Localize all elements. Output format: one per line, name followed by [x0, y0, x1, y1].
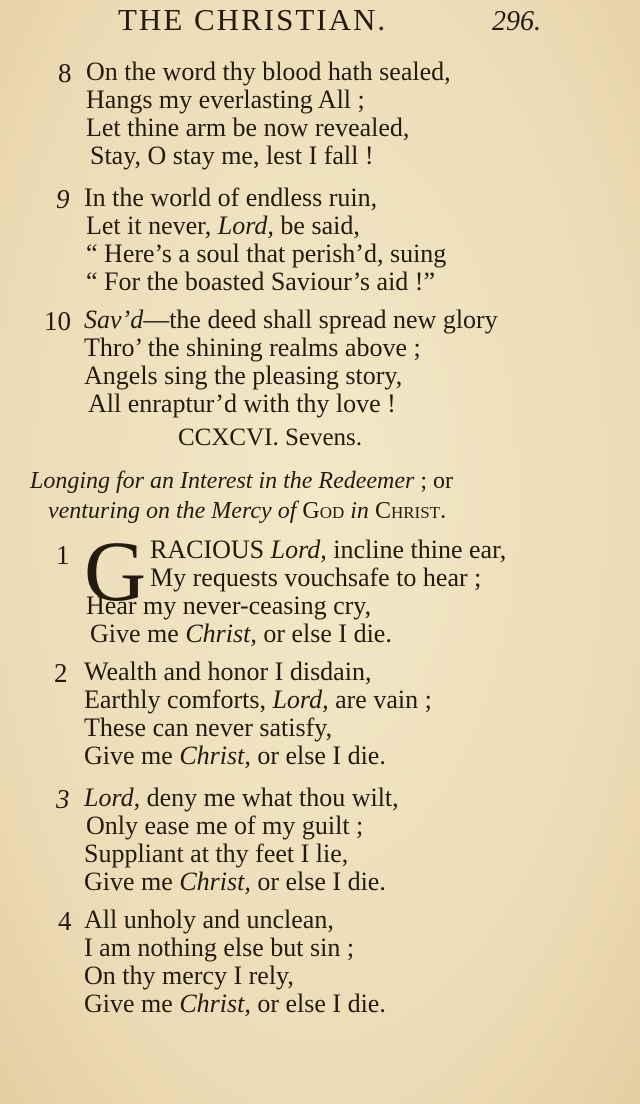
verse-italic: Lord,	[217, 211, 274, 240]
verse-line: Stay, O stay me, lest I fall !	[90, 141, 374, 170]
verse-line	[150, 536, 506, 564]
verse-italic: Christ,	[179, 989, 251, 1018]
stanza-number: 10	[44, 306, 71, 336]
verse-text: RACIOUS	[150, 535, 271, 564]
drop-cap: G	[84, 523, 147, 619]
page-number: 296.	[492, 6, 541, 37]
verse-italic: Lord,	[270, 535, 327, 564]
subtitle-text: in	[344, 498, 375, 524]
verse-italic: Christ,	[179, 867, 251, 896]
verse-line: Suppliant at thy feet I lie,	[84, 839, 349, 868]
verse-text: —the deed shall spread new glory	[143, 305, 498, 334]
verse-line: Hear my never-ceasing cry,	[86, 591, 372, 620]
subtitle-text: .	[440, 498, 447, 524]
verse-text: Give me	[84, 989, 180, 1018]
verse-italic: Lord,	[84, 783, 141, 812]
hymn-subtitle-line-2	[48, 498, 446, 525]
verse-text: Let it never,	[86, 211, 218, 240]
verse-line	[90, 620, 392, 648]
stanza-number: 8	[58, 58, 72, 88]
verse-text: be said,	[273, 211, 360, 240]
verse-text: or else I die.	[256, 619, 392, 648]
verse-line: These can never satisfy,	[84, 713, 333, 742]
verse-text: or else I die.	[250, 867, 386, 896]
verse-text: Give me	[84, 741, 180, 770]
verse-line: All enraptur’d with thy love !	[88, 389, 396, 418]
stanza-number: 1	[56, 540, 70, 570]
verse-line: “ For the boasted Saviour’s aid !”	[86, 267, 435, 296]
subtitle-smallcaps: God	[302, 498, 345, 524]
stanza-number: 4	[58, 906, 72, 936]
verse-line: Thro’ the shining realms above ;	[84, 333, 421, 362]
subtitle-text: Longing for an Interest in the Redeemer	[30, 468, 415, 494]
verse-line: Only ease me of my guilt ;	[86, 811, 364, 840]
verse-line: On thy mercy I rely,	[84, 961, 294, 990]
verse-line: In the world of endless ruin,	[84, 183, 378, 212]
verse-italic: Christ,	[185, 619, 257, 648]
subtitle-text: ; or	[414, 468, 454, 494]
hymn-subtitle-line-1	[30, 468, 453, 495]
verse-line: Angels sing the pleasing story,	[84, 361, 403, 390]
verse-line	[84, 990, 386, 1018]
verse-line: Hangs my everlasting All ;	[86, 85, 365, 114]
stanza-number: 3	[56, 784, 70, 814]
verse-italic: Lord,	[272, 685, 329, 714]
verse-text: incline thine ear,	[326, 535, 507, 564]
verse-line	[84, 784, 399, 812]
page-header	[0, 2, 640, 42]
verse-line	[84, 868, 386, 896]
verse-line: All unholy and unclean,	[84, 905, 334, 934]
verse-italic: Sav’d	[84, 305, 144, 334]
verse-line: My requests vouchsafe to hear ;	[150, 563, 482, 592]
running-title: THE CHRISTIAN.	[118, 2, 388, 37]
verse-line	[84, 306, 498, 334]
verse-line: “ Here’s a soul that perish’d, suing	[86, 239, 447, 268]
verse-line	[86, 212, 360, 240]
verse-line: Wealth and honor I disdain,	[84, 657, 372, 686]
stanza-number: 9	[56, 184, 70, 214]
verse-text: or else I die.	[250, 989, 386, 1018]
verse-line: On the word thy blood hath sealed,	[86, 57, 451, 86]
verse-text: Give me	[84, 867, 180, 896]
subtitle-smallcaps: Christ	[374, 498, 441, 524]
verse-text: Earthly comforts,	[84, 685, 273, 714]
verse-text: are vain ;	[328, 685, 432, 714]
verse-italic: Christ,	[179, 741, 251, 770]
verse-text: or else I die.	[250, 741, 386, 770]
hymn-title: CCXCVI. Sevens.	[178, 424, 363, 451]
verse-line	[84, 686, 432, 714]
stanza-number: 2	[54, 658, 68, 688]
verse-line: I am nothing else but sin ;	[84, 933, 355, 962]
verse-line: Let thine arm be now revealed,	[86, 113, 410, 142]
verse-text: deny me what thou wilt,	[140, 783, 399, 812]
subtitle-text: venturing on the Mercy of	[48, 498, 303, 524]
verse-text: Give me	[90, 619, 186, 648]
verse-line	[84, 742, 386, 770]
